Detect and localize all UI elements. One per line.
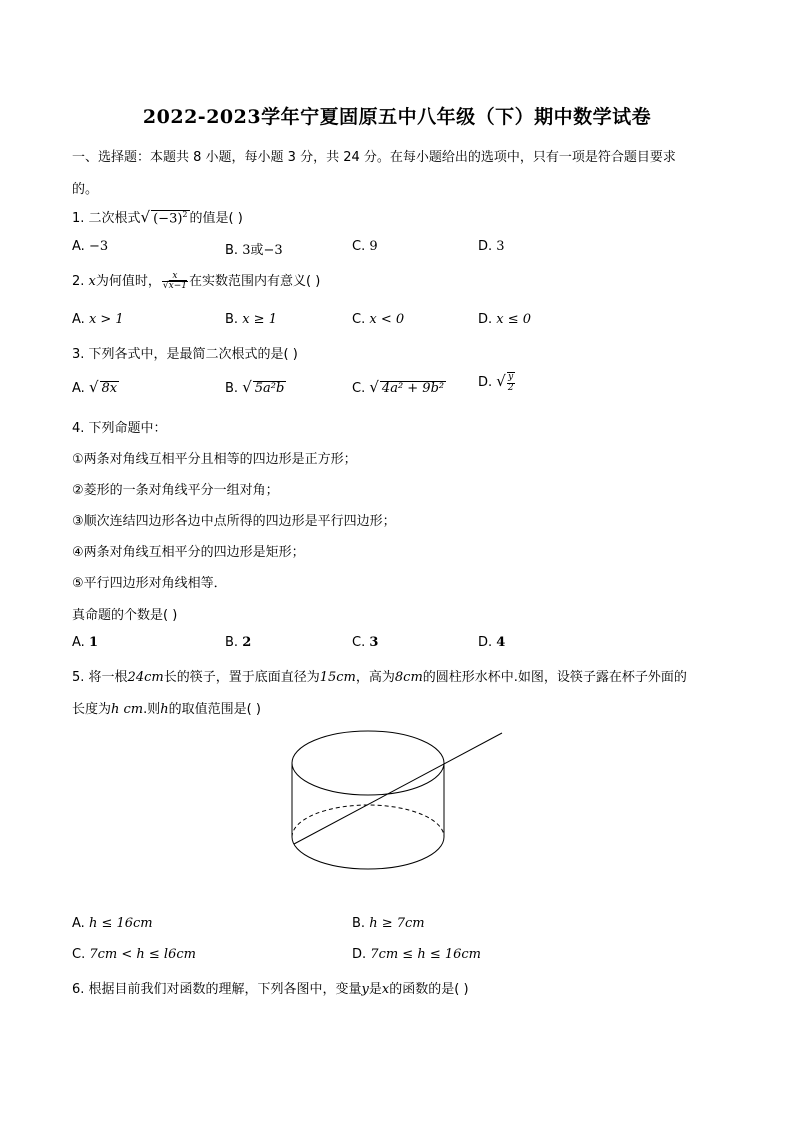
q5-text: 的圆柱形水杯中.如图，设筷子露在杯子外面的 bbox=[422, 670, 687, 685]
q4-option-a bbox=[72, 635, 98, 650]
cup-bottom-back-dashed bbox=[292, 805, 444, 837]
option-label: B. bbox=[225, 381, 239, 396]
option-label: C. bbox=[72, 947, 86, 962]
q1-exponent: 2 bbox=[182, 209, 188, 219]
option-value: 8x bbox=[101, 381, 118, 396]
option-value: 7cm ≤ h ≤ 16cm bbox=[370, 947, 482, 962]
q4-statement-1: ①两条对角线互相平分且相等的四边形是正方形； bbox=[72, 452, 357, 467]
q4-option-b bbox=[225, 635, 251, 650]
radical-sign: √ bbox=[88, 378, 99, 396]
option-label: D. bbox=[352, 947, 367, 962]
q5-math: h bbox=[160, 702, 169, 717]
q3-option-a bbox=[72, 378, 119, 396]
q1-option-d bbox=[478, 239, 505, 254]
option-value: 1 bbox=[88, 635, 98, 650]
q1-radicand-base: (−3) bbox=[153, 211, 183, 226]
page-title: 2022-2023学年宁夏固原五中八年级（下）期中数学试卷 bbox=[142, 106, 652, 128]
q2-option-a bbox=[72, 312, 124, 327]
option-value: −3 bbox=[263, 243, 283, 258]
q2-mid: 为何值时， bbox=[95, 274, 161, 289]
cup-bottom-front bbox=[292, 837, 444, 869]
q6-math: y bbox=[361, 982, 369, 997]
q5-text: 5. 将一根 bbox=[72, 670, 128, 685]
option-label: A. bbox=[72, 635, 85, 650]
section-header-cont: 的。 bbox=[72, 182, 99, 197]
q5-math: h cm bbox=[111, 702, 144, 717]
q1-radicand bbox=[151, 210, 189, 227]
q3-option-b bbox=[225, 378, 286, 396]
option-value: 4 bbox=[496, 635, 506, 650]
option-value: 3 bbox=[369, 635, 379, 650]
question-2-stem bbox=[72, 270, 320, 291]
q2-var: x bbox=[88, 274, 96, 289]
q4-statement-4: ④两条对角线互相平分的四边形是矩形； bbox=[72, 545, 305, 560]
option-value: h ≥ 7cm bbox=[369, 916, 425, 931]
q5-math: 15cm bbox=[319, 670, 356, 685]
cylinder-cup-figure bbox=[280, 722, 520, 888]
option-label: A. bbox=[72, 312, 85, 327]
option-value: 9 bbox=[369, 239, 378, 254]
q2-fraction bbox=[162, 272, 188, 292]
option-label: C. bbox=[352, 312, 366, 327]
fraction-denominator: √x−1 bbox=[162, 281, 187, 291]
cup-top-rim bbox=[292, 731, 444, 795]
chopstick-line bbox=[294, 733, 502, 844]
q2-option-d bbox=[478, 312, 531, 327]
question-4-stem: 4. 下列命题中： bbox=[72, 421, 167, 436]
option-label: A. bbox=[72, 239, 85, 254]
option-value: 4a² + 9b² bbox=[381, 381, 445, 396]
q1-option-a bbox=[72, 239, 108, 254]
q2-option-b bbox=[225, 312, 277, 327]
q1-suffix: 的值是( ) bbox=[189, 211, 243, 226]
option-value: x > 1 bbox=[88, 312, 124, 327]
option-value: 3 bbox=[496, 239, 505, 254]
q5-text: 长度为 bbox=[72, 702, 112, 717]
q4-statement-2: ②菱形的一条对角线平分一组对角； bbox=[72, 483, 279, 498]
q5-option-c bbox=[72, 947, 196, 962]
q1-option-c bbox=[352, 239, 378, 254]
question-5-stem-line2 bbox=[72, 698, 261, 717]
q5-option-d bbox=[352, 947, 481, 962]
option-value: 3 bbox=[242, 243, 251, 258]
q6-text: 6. 根据目前我们对函数的理解，下列各图中，变量 bbox=[72, 982, 362, 997]
q4-statement-3: ③顺次连结四边形各边中点所得的四边形是平行四边形； bbox=[72, 514, 396, 529]
option-label: D. bbox=[478, 375, 493, 390]
fraction-den-radicand: x−1 bbox=[168, 281, 187, 291]
q5-text: .则 bbox=[143, 702, 161, 717]
option-label: C. bbox=[352, 239, 366, 254]
q2-prefix: 2. bbox=[72, 274, 89, 289]
option-label: B. bbox=[225, 635, 239, 650]
radical-sign: √ bbox=[369, 378, 379, 396]
option-label: B. bbox=[225, 312, 239, 327]
question-5-stem-line1 bbox=[72, 666, 687, 685]
q6-text: 的函数的是( ) bbox=[389, 982, 469, 997]
option-label: A. bbox=[72, 381, 85, 396]
option-value: x ≥ 1 bbox=[242, 312, 277, 327]
question-1-stem bbox=[72, 207, 243, 226]
radical-sign: √ bbox=[496, 372, 506, 390]
q6-math: x bbox=[381, 982, 390, 997]
q4-option-c bbox=[352, 635, 378, 650]
q2-option-c bbox=[352, 312, 404, 327]
q5-math: 24cm bbox=[127, 670, 164, 685]
option-value: 7cm < h ≤ l6cm bbox=[89, 947, 196, 962]
q3-option-c bbox=[352, 378, 446, 396]
q3-option-d bbox=[478, 372, 516, 393]
fraction-numerator: y bbox=[508, 372, 514, 383]
fraction-numerator: x bbox=[162, 272, 188, 282]
q5-text: ，高为 bbox=[355, 670, 395, 685]
option-label: C. bbox=[352, 635, 366, 650]
q5-text: 的取值范围是( ) bbox=[168, 702, 261, 717]
fraction-denominator: 2 bbox=[507, 382, 514, 393]
q2-suffix: 在实数范围内有意义( ) bbox=[189, 274, 321, 289]
option-value: −3 bbox=[88, 239, 109, 254]
question-6-stem bbox=[72, 978, 469, 997]
option-label: B. bbox=[225, 243, 239, 258]
option-label: D. bbox=[478, 635, 493, 650]
q1-option-b bbox=[225, 239, 283, 258]
option-label: D. bbox=[478, 312, 493, 327]
option-text: 或 bbox=[250, 243, 264, 258]
q5-text: 长的筷子，置于底面直径为 bbox=[163, 670, 320, 685]
option-label: B. bbox=[352, 916, 366, 931]
q4-option-d bbox=[478, 635, 505, 650]
option-value: h ≤ 16cm bbox=[88, 916, 153, 931]
question-3-stem: 3. 下列各式中，是最简二次根式的是( ) bbox=[72, 347, 298, 362]
option-label: C. bbox=[352, 381, 366, 396]
q4-question: 真命题的个数是( ) bbox=[72, 608, 178, 623]
q5-option-b bbox=[352, 916, 425, 931]
q6-text: 是 bbox=[368, 982, 382, 997]
option-label: D. bbox=[478, 239, 493, 254]
q1-prefix: 1. 二次根式 bbox=[72, 211, 141, 226]
option-value: 2 bbox=[242, 635, 252, 650]
q3-d-fraction bbox=[507, 372, 515, 393]
radical-sign: √ bbox=[242, 378, 252, 396]
q4-statement-5: ⑤平行四边形对角线相等． bbox=[72, 576, 227, 591]
q5-math: 8cm bbox=[394, 670, 423, 685]
option-value: 5a²b bbox=[254, 381, 285, 396]
q5-option-a bbox=[72, 916, 153, 931]
option-value: x < 0 bbox=[369, 312, 405, 327]
radical-sign: √ bbox=[140, 208, 151, 226]
option-label: A. bbox=[72, 916, 85, 931]
section-header: 一、选择题：本题共 8 小题，每小题 3 分，共 24 分。在每小题给出的选项中，只有一项是符合题目要求 bbox=[72, 150, 676, 165]
option-value: x ≤ 0 bbox=[496, 312, 532, 327]
